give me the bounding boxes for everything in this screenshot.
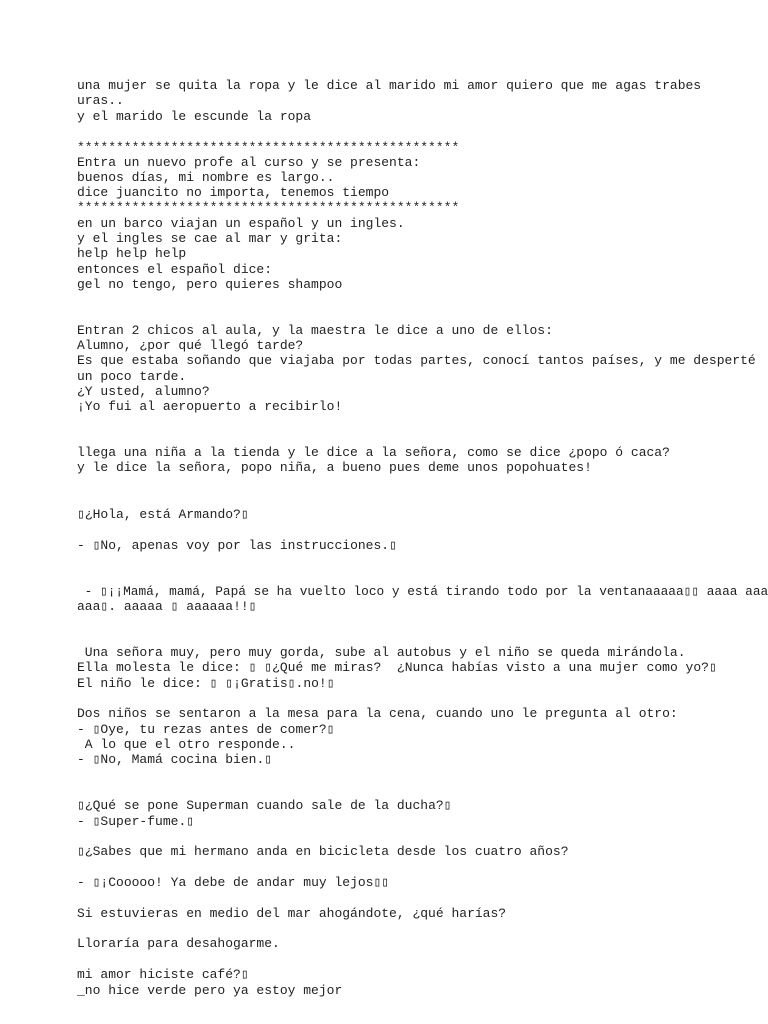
text-line: A lo que el otro responde.. — [77, 737, 296, 752]
text-line: ▯¿Hola, está Armando?▯ — [77, 507, 249, 522]
text-line: Alumno, ¿por qué llegó tarde? — [77, 338, 304, 353]
text-line: Entran 2 chicos al aula, y la maestra le dice a uno de ellos: — [77, 323, 553, 338]
text-line: - ▯No, apenas voy por las instrucciones.▯ — [77, 538, 397, 553]
separator-line: ************************************************* — [77, 200, 460, 215]
text-line: Ella molesta le dice: ▯ ▯¿Qué me miras? ¿Nunca habías visto a una mujer como yo?▯ — [77, 660, 717, 675]
text-line: ¿Y usted, alumno? — [77, 384, 210, 399]
text-line: - ▯No, Mamá cocina bien.▯ — [77, 752, 273, 767]
text-line: Es que estaba soñando que viajaba por todas partes, conocí tantos países, y me desperté — [77, 353, 756, 368]
text-line: buenos días, mi nombre es largo.. — [77, 170, 335, 185]
text-line: - ▯Super-fume.▯ — [77, 814, 195, 829]
text-line: mi amor hiciste café?▯ — [77, 967, 249, 982]
text-line: _no hice verde pero ya estoy mejor — [77, 983, 343, 998]
text-line: un poco tarde. — [77, 369, 187, 384]
separator-line: ************************************************* — [77, 140, 460, 155]
text-line: y le dice la señora, popo niña, a bueno pues deme unos popohuates! — [77, 460, 592, 475]
text-line: - ▯¡¡Mamá, mamá, Papá se ha vuelto loco y está tirando todo por la ventanaaaaa▯▯ aaaa aaa — [77, 584, 768, 599]
text-line: Dos niños se sentaron a la mesa para la cena, cuando uno le pregunta al otro: — [77, 706, 678, 721]
text-line: uras.. — [77, 93, 124, 108]
text-line: help help help — [77, 246, 187, 261]
text-line: gel no tengo, pero quieres shampoo — [77, 277, 343, 292]
text-line: en un barco viajan un español y un ingles. — [77, 216, 405, 231]
text-line: Lloraría para desahogarme. — [77, 936, 280, 951]
text-line: Entra un nuevo profe al curso y se presenta: — [77, 155, 421, 170]
text-line: - ▯¡Cooooo! Ya debe de andar muy lejos▯▯ — [77, 875, 390, 890]
text-line: - ▯Oye, tu rezas antes de comer?▯ — [77, 722, 335, 737]
text-line: llega una niña a la tienda y le dice a la señora, como se dice ¿popo ó caca? — [77, 445, 670, 460]
text-line: dice juancito no importa, tenemos tiempo — [77, 185, 390, 200]
text-line: y el ingles se cae al mar y grita: — [77, 231, 343, 246]
text-line: Una señora muy, pero muy gorda, sube al autobus y el niño se queda mirándola. — [77, 645, 686, 660]
text-line: una mujer se quita la ropa y le dice al marido mi amor quiero que me agas trabes — [77, 78, 702, 93]
text-line: ▯¿Qué se pone Superman cuando sale de la ducha?▯ — [77, 798, 452, 813]
text-line: entonces el español dice: — [77, 262, 273, 277]
text-line: ¡Yo fui al aeropuerto a recibirlo! — [77, 399, 343, 414]
text-line: Si estuvieras en medio del mar ahogándote, ¿qué harías? — [77, 906, 507, 921]
text-line: El niño le dice: ▯ ▯¡Gratis▯.no!▯ — [77, 676, 335, 691]
text-line: ▯¿Sabes que mi hermano anda en bicicleta desde los cuatro años? — [77, 844, 569, 859]
text-line: y el marido le escunde la ropa — [77, 109, 312, 124]
text-line: aaa▯. aaaaa ▯ aaaaaa!!▯ — [77, 599, 257, 614]
